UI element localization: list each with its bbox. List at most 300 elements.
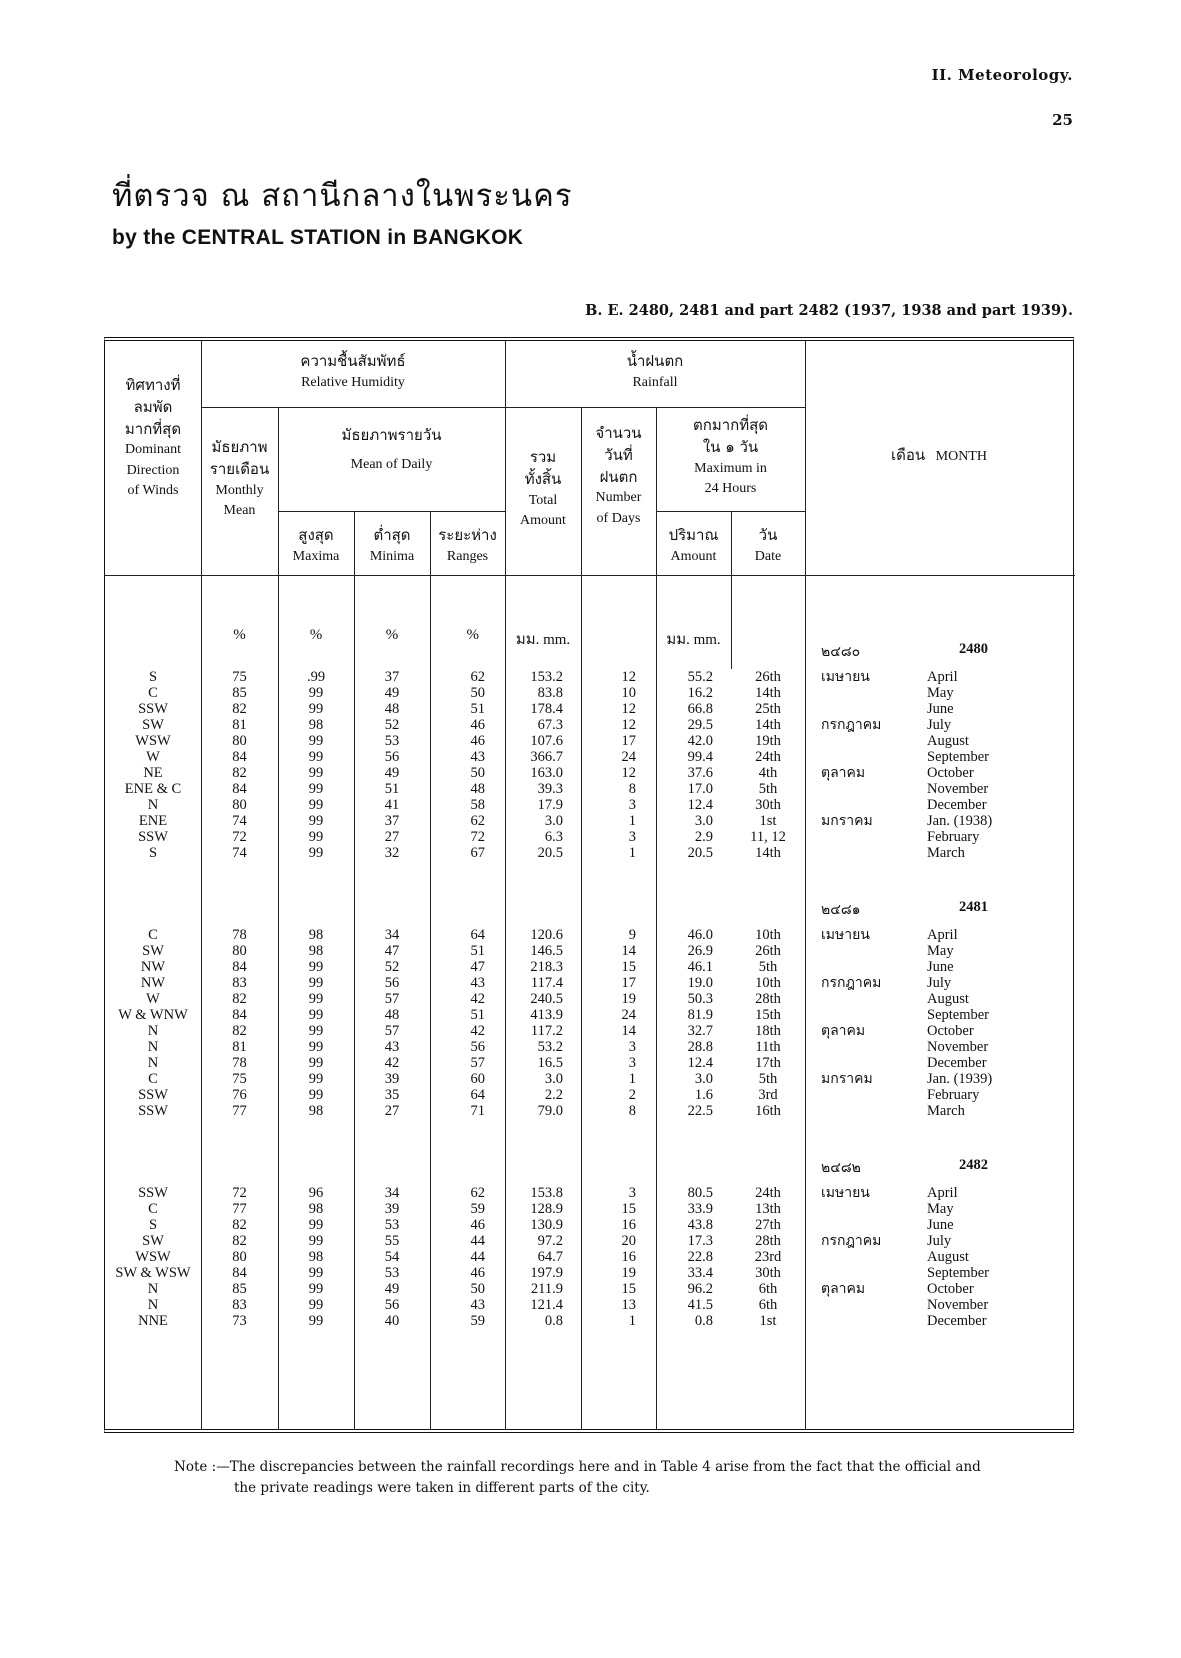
minima-cell: 48: [384, 1007, 400, 1023]
rain-days-cell: 2: [628, 1087, 636, 1103]
ranges-cell: 51: [470, 943, 485, 959]
thai-month-cell: กรกฎาคม: [821, 717, 882, 733]
maxima-cell: 99: [308, 1071, 324, 1087]
max-date-cell: 1st: [759, 813, 777, 829]
maxima-cell: 99: [308, 1297, 324, 1313]
header-wind: ทิศทางที่ ลมพัด มากที่สุด Dominant Direction of Winds: [124, 376, 182, 498]
max-amount-cell: 0.8: [694, 1313, 713, 1329]
maxima-cell: 99: [308, 765, 324, 781]
total-amount-cell: 107.6: [530, 733, 563, 749]
wind-direction-cell: ENE: [138, 813, 168, 829]
wind-direction-cell: C: [148, 1201, 158, 1217]
maxima-cell: 99: [308, 1023, 324, 1039]
table-row: [105, 1071, 1075, 1088]
max-date-cell: 6th: [758, 1281, 778, 1297]
maxima-cell: 99: [308, 845, 324, 861]
year-heading: [821, 641, 1061, 659]
monthly-mean-cell: 82: [232, 1023, 247, 1039]
table-row: [105, 1265, 1075, 1282]
monthly-mean-cell: 82: [232, 1217, 247, 1233]
ranges-cell: 62: [470, 669, 485, 685]
english-month-cell: August: [927, 1249, 969, 1265]
english-month-cell: June: [927, 959, 954, 975]
ranges-cell: 50: [470, 765, 485, 781]
monthly-mean-cell: 75: [232, 1071, 247, 1087]
wind-direction-cell: C: [148, 685, 158, 701]
max-date-cell: 13th: [755, 1201, 781, 1217]
footnote-line-1: Note :—The discrepancies between the rainfall recordings here and in Table 4 arise from the fact that the official and: [174, 1459, 981, 1475]
ranges-cell: 50: [470, 685, 485, 701]
ranges-cell: 71: [470, 1103, 485, 1119]
max-date-cell: 15th: [755, 1007, 781, 1023]
header-daily-group: มัธยภาพรายวัน Mean of Daily: [341, 426, 442, 472]
rain-days-cell: 19: [621, 991, 636, 1007]
monthly-mean-cell: 84: [232, 781, 247, 797]
rain-days-cell: 3: [628, 797, 636, 813]
english-month-cell: June: [927, 701, 954, 717]
monthly-mean-cell: 84: [232, 1265, 247, 1281]
total-amount-cell: 163.0: [530, 765, 563, 781]
max-amount-cell: 19.0: [687, 975, 713, 991]
max-amount-cell: 66.8: [687, 701, 713, 717]
table-row: [105, 1233, 1075, 1250]
rain-days-cell: 15: [621, 959, 636, 975]
minima-cell: 42: [384, 1055, 400, 1071]
ranges-cell: 42: [470, 991, 485, 1007]
max-amount-cell: 22.5: [687, 1103, 713, 1119]
minima-cell: 53: [384, 1265, 400, 1281]
maxima-cell: 99: [308, 1313, 324, 1329]
maxima-cell: 99: [308, 797, 324, 813]
table-row: [105, 717, 1075, 734]
ranges-cell: 62: [470, 1185, 485, 1201]
monthly-mean-cell: 80: [232, 797, 247, 813]
max-amount-cell: 26.9: [687, 943, 713, 959]
english-month-cell: Jan. (1939): [927, 1071, 993, 1087]
english-month-cell: Jan. (1938): [927, 813, 993, 829]
max-date-cell: 23rd: [754, 1249, 782, 1265]
header-maxima: สูงสุด Maxima: [292, 526, 340, 564]
max-amount-cell: 17.0: [687, 781, 713, 797]
english-year: 2482: [959, 1157, 988, 1173]
english-month-cell: September: [927, 1007, 990, 1023]
wind-direction-cell: W & WNW: [118, 1007, 188, 1023]
english-month-cell: August: [927, 733, 969, 749]
thai-month-cell: เมษายน: [821, 927, 870, 943]
ranges-cell: 47: [470, 959, 485, 975]
thai-month-cell: ตุลาคม: [821, 1281, 866, 1297]
english-month-cell: April: [927, 1185, 958, 1201]
wind-direction-cell: SSW: [138, 701, 168, 717]
total-amount-cell: 79.0: [537, 1103, 563, 1119]
ranges-cell: 60: [470, 1071, 485, 1087]
header-rule: [505, 407, 805, 408]
minima-cell: 49: [384, 765, 400, 781]
monthly-mean-cell: 85: [232, 685, 247, 701]
table-row: [105, 813, 1075, 830]
minima-cell: 37: [384, 669, 400, 685]
max-amount-cell: 2.9: [694, 829, 713, 845]
thai-month-cell: ตุลาคม: [821, 765, 866, 781]
max-date-cell: 30th: [755, 797, 781, 813]
monthly-mean-cell: 80: [232, 943, 247, 959]
header-rule: [656, 511, 805, 512]
english-month-cell: March: [927, 1103, 965, 1119]
monthly-mean-cell: 84: [232, 959, 247, 975]
minima-cell: 54: [384, 1249, 400, 1265]
total-amount-cell: 211.9: [530, 1281, 563, 1297]
rain-days-cell: 3: [628, 1055, 636, 1071]
wind-direction-cell: SSW: [138, 1103, 168, 1119]
rain-days-cell: 17: [621, 733, 636, 749]
minima-cell: 40: [384, 1313, 400, 1329]
minima-cell: 27: [384, 829, 400, 845]
table-row: [105, 1103, 1075, 1120]
rain-days-cell: 24: [621, 1007, 636, 1023]
minima-cell: 49: [384, 685, 400, 701]
ranges-cell: 44: [470, 1249, 485, 1265]
total-amount-cell: 117.4: [530, 975, 563, 991]
wind-direction-cell: N: [147, 1039, 159, 1055]
maxima-cell: 99: [308, 975, 324, 991]
english-month-cell: July: [927, 975, 952, 991]
max-amount-cell: 29.5: [687, 717, 713, 733]
unit-ranges: %: [466, 627, 479, 643]
maxima-cell: 99: [308, 1233, 324, 1249]
rain-days-cell: 1: [628, 1071, 636, 1087]
total-amount-cell: 67.3: [537, 717, 563, 733]
header-bottom-rule: [105, 575, 1075, 576]
max-date-cell: 25th: [755, 701, 781, 717]
max-date-cell: 6th: [758, 1297, 778, 1313]
minima-cell: 27: [384, 1103, 400, 1119]
maxima-cell: 98: [308, 943, 324, 959]
max-date-cell: 17th: [755, 1055, 781, 1071]
english-month-cell: February: [927, 829, 980, 845]
max-amount-cell: 41.5: [687, 1297, 713, 1313]
minima-cell: 39: [384, 1201, 400, 1217]
minima-cell: 49: [384, 1281, 400, 1297]
monthly-mean-cell: 76: [232, 1087, 247, 1103]
minima-cell: 37: [384, 813, 400, 829]
english-month-cell: November: [927, 781, 989, 797]
max-date-cell: 4th: [758, 765, 778, 781]
total-amount-cell: 128.9: [530, 1201, 563, 1217]
maxima-cell: 98: [308, 1103, 324, 1119]
table-row: [105, 1313, 1075, 1330]
ranges-cell: 43: [470, 749, 485, 765]
minima-cell: 39: [384, 1071, 400, 1087]
thai-year: ๒๔๘๒: [821, 1160, 861, 1176]
total-amount-cell: 153.2: [530, 669, 563, 685]
max-amount-cell: 22.8: [687, 1249, 713, 1265]
rain-days-cell: 9: [628, 927, 636, 943]
table-row: [105, 1185, 1075, 1202]
english-year: 2481: [959, 899, 988, 915]
ranges-cell: 64: [470, 927, 485, 943]
max-date-cell: 5th: [758, 959, 778, 975]
wind-direction-cell: N: [147, 797, 159, 813]
maxima-cell: 99: [308, 685, 324, 701]
header-minima: ต่ำสุด Minima: [369, 526, 415, 564]
ranges-cell: 43: [470, 975, 485, 991]
minima-cell: 56: [384, 1297, 400, 1313]
thai-month-cell: มกราคม: [821, 1071, 873, 1087]
year-heading: [821, 1157, 1061, 1175]
rain-days-cell: 1: [628, 813, 636, 829]
total-amount-cell: 0.8: [544, 1313, 563, 1329]
total-amount-cell: 120.6: [530, 927, 563, 943]
maxima-cell: 99: [308, 959, 324, 975]
thai-title: ที่ตรวจ ณ สถานีกลางในพระนคร: [112, 178, 573, 214]
unit-total: มม. mm.: [515, 632, 571, 648]
max-date-cell: 26th: [755, 943, 781, 959]
minima-cell: 43: [384, 1039, 400, 1055]
footnote-line-2: the private readings were taken in different parts of the city.: [234, 1480, 650, 1496]
max-date-cell: 11, 12: [750, 829, 786, 845]
monthly-mean-cell: 84: [232, 1007, 247, 1023]
monthly-mean-cell: 72: [232, 829, 247, 845]
table-row: [105, 1087, 1075, 1104]
unit-amount: มม. mm.: [666, 632, 721, 648]
minima-cell: 52: [384, 717, 400, 733]
maxima-cell: 99: [308, 1087, 324, 1103]
rain-days-cell: 3: [628, 1185, 636, 1201]
total-amount-cell: 3.0: [544, 813, 563, 829]
monthly-mean-cell: 82: [232, 1233, 247, 1249]
wind-direction-cell: SW: [142, 943, 164, 959]
english-month-cell: February: [927, 1087, 980, 1103]
wind-direction-cell: N: [147, 1281, 159, 1297]
rain-days-cell: 8: [628, 1103, 636, 1119]
rain-days-cell: 8: [628, 781, 636, 797]
monthly-mean-cell: 77: [232, 1201, 247, 1217]
rain-days-cell: 19: [621, 1265, 636, 1281]
rain-days-cell: 1: [628, 845, 636, 861]
table-row: [105, 829, 1075, 846]
ranges-cell: 42: [470, 1023, 485, 1039]
rain-days-cell: 20: [621, 1233, 636, 1249]
monthly-mean-cell: 82: [232, 701, 247, 717]
english-month-cell: September: [927, 749, 990, 765]
maxima-cell: 98: [308, 1201, 324, 1217]
monthly-mean-cell: 82: [232, 991, 247, 1007]
monthly-mean-cell: 72: [232, 1185, 247, 1201]
wind-direction-cell: SSW: [138, 1185, 168, 1201]
wind-direction-cell: NW: [140, 959, 166, 975]
footnote: [174, 1457, 1054, 1499]
ranges-cell: 44: [470, 1233, 485, 1249]
monthly-mean-cell: 83: [232, 1297, 247, 1313]
unit-monthly-mean: %: [233, 627, 246, 643]
total-amount-cell: 178.4: [530, 701, 563, 717]
minima-cell: 56: [384, 975, 400, 991]
wind-direction-cell: SW: [142, 1233, 164, 1249]
max-date-cell: 28th: [755, 991, 781, 1007]
header-date: วัน Date: [754, 526, 782, 564]
max-date-cell: 14th: [755, 685, 781, 701]
max-date-cell: 28th: [755, 1233, 781, 1249]
total-amount-cell: 83.8: [537, 685, 563, 701]
english-month-cell: July: [927, 1233, 952, 1249]
wind-direction-cell: W: [146, 991, 160, 1007]
max-date-cell: 30th: [755, 1265, 781, 1281]
header-total: รวม ทั้งสิ้น Total Amount: [520, 448, 566, 528]
minima-cell: 57: [384, 991, 400, 1007]
monthly-mean-cell: 74: [232, 845, 247, 861]
wind-direction-cell: C: [148, 1071, 158, 1087]
monthly-mean-cell: 82: [232, 765, 247, 781]
monthly-mean-cell: 81: [232, 717, 247, 733]
maxima-cell: 99: [308, 1265, 324, 1281]
max-date-cell: 14th: [755, 717, 781, 733]
header-ranges: ระยะห่าง Ranges: [438, 526, 497, 564]
wind-direction-cell: ENE & C: [124, 781, 182, 797]
max-date-cell: 19th: [755, 733, 781, 749]
max-amount-cell: 37.6: [687, 765, 713, 781]
total-amount-cell: 117.2: [530, 1023, 563, 1039]
maxima-cell: 96: [308, 1185, 324, 1201]
rain-days-cell: 13: [621, 1297, 636, 1313]
max-date-cell: 5th: [758, 1071, 778, 1087]
minima-cell: 56: [384, 749, 400, 765]
total-amount-cell: 20.5: [537, 845, 563, 861]
thai-year: ๒๔๘๑: [821, 902, 861, 918]
thai-month-cell: กรกฎาคม: [821, 1233, 882, 1249]
table-row: [105, 765, 1075, 782]
minima-cell: 53: [384, 733, 400, 749]
table-row: [105, 669, 1075, 686]
ranges-cell: 58: [470, 797, 485, 813]
wind-direction-cell: N: [147, 1055, 159, 1071]
header-rainfall-group: น้ำฝนตก Rainfall: [626, 352, 684, 390]
unit-minima: %: [385, 627, 399, 643]
monthly-mean-cell: 83: [232, 975, 247, 991]
table-row: [105, 975, 1075, 992]
total-amount-cell: 39.3: [537, 781, 563, 797]
maxima-cell: 99: [308, 1007, 324, 1023]
wind-direction-cell: NW: [140, 975, 166, 991]
max-date-cell: 26th: [755, 669, 781, 685]
header-amount: ปริมาณ Amount: [668, 526, 719, 564]
table-row: [105, 1201, 1075, 1218]
wind-direction-cell: C: [148, 927, 158, 943]
max-amount-cell: 20.5: [687, 845, 713, 861]
maxima-cell: 98: [308, 1249, 324, 1265]
rain-days-cell: 10: [621, 685, 636, 701]
maxima-cell: 99: [308, 1055, 324, 1071]
max-amount-cell: 12.4: [687, 797, 713, 813]
minima-cell: 57: [384, 1023, 400, 1039]
wind-direction-cell: SSW: [138, 829, 168, 845]
total-amount-cell: 97.2: [537, 1233, 563, 1249]
header-month: เดือน MONTH: [891, 446, 987, 464]
max-amount-cell: 32.7: [687, 1023, 713, 1039]
max-date-cell: 27th: [755, 1217, 781, 1233]
english-month-cell: April: [927, 669, 958, 685]
rain-days-cell: 1: [628, 1313, 636, 1329]
thai-month-cell: เมษายน: [821, 669, 870, 685]
table-row: [105, 685, 1075, 702]
table-row: [105, 1249, 1075, 1266]
header-days: จำนวน วันที่ ฝนตก Number of Days: [595, 424, 642, 526]
monthly-mean-cell: 81: [232, 1039, 247, 1055]
english-month-cell: November: [927, 1039, 989, 1055]
maxima-cell: 99: [308, 1217, 324, 1233]
english-month-cell: September: [927, 1265, 990, 1281]
total-amount-cell: 146.5: [530, 943, 563, 959]
english-month-cell: August: [927, 991, 969, 1007]
max-date-cell: 1st: [759, 1313, 777, 1329]
thai-month-cell: กรกฎาคม: [821, 975, 882, 991]
max-amount-cell: 46.0: [687, 927, 713, 943]
table-row: [105, 1281, 1075, 1298]
rain-days-cell: 12: [621, 765, 636, 781]
english-month-cell: May: [927, 943, 954, 959]
ranges-cell: 46: [470, 1217, 485, 1233]
english-month-cell: October: [927, 765, 974, 781]
rain-days-cell: 17: [621, 975, 636, 991]
total-amount-cell: 366.7: [530, 749, 563, 765]
maxima-cell: 98: [308, 717, 324, 733]
max-date-cell: 5th: [758, 781, 778, 797]
table-row: [105, 1055, 1075, 1072]
minima-cell: 34: [384, 927, 400, 943]
rain-days-cell: 12: [621, 717, 636, 733]
ranges-cell: 51: [470, 701, 485, 717]
ranges-cell: 56: [470, 1039, 485, 1055]
table-row: [105, 845, 1075, 862]
table-row: [105, 1217, 1075, 1234]
wind-direction-cell: WSW: [135, 733, 171, 749]
table-row: [105, 959, 1075, 976]
total-amount-cell: 3.0: [544, 1071, 563, 1087]
max-date-cell: 24th: [755, 749, 781, 765]
english-month-cell: April: [927, 927, 958, 943]
total-amount-cell: 121.4: [530, 1297, 563, 1313]
total-amount-cell: 2.2: [544, 1087, 563, 1103]
minima-cell: 34: [384, 1185, 400, 1201]
english-title: by the CENTRAL STATION in BANGKOK: [112, 226, 524, 249]
ranges-cell: 72: [470, 829, 485, 845]
minima-cell: 51: [384, 781, 400, 797]
maxima-cell: .99: [306, 669, 326, 685]
rain-days-cell: 3: [628, 829, 636, 845]
table-row: [105, 1297, 1075, 1314]
max-date-cell: 24th: [755, 1185, 781, 1201]
max-amount-cell: 80.5: [687, 1185, 713, 1201]
maxima-cell: 99: [308, 813, 324, 829]
minima-cell: 47: [384, 943, 400, 959]
max-amount-cell: 33.9: [687, 1201, 713, 1217]
header-monthly-mean: มัธยภาพ รายเดือน Monthly Mean: [209, 438, 270, 518]
max-amount-cell: 55.2: [687, 669, 713, 685]
maxima-cell: 99: [308, 701, 324, 717]
monthly-mean-cell: 84: [232, 749, 247, 765]
max-date-cell: 10th: [755, 927, 781, 943]
thai-month-cell: มกราคม: [821, 813, 873, 829]
english-month-cell: May: [927, 685, 954, 701]
monthly-mean-cell: 73: [232, 1313, 247, 1329]
monthly-mean-cell: 77: [232, 1103, 247, 1119]
total-amount-cell: 6.3: [544, 829, 563, 845]
max-amount-cell: 46.1: [687, 959, 713, 975]
ranges-cell: 62: [470, 813, 485, 829]
max-amount-cell: 3.0: [694, 1071, 713, 1087]
wind-direction-cell: S: [148, 845, 158, 861]
meteorology-table: [104, 337, 1074, 1433]
thai-month-cell: ตุลาคม: [821, 1023, 866, 1039]
